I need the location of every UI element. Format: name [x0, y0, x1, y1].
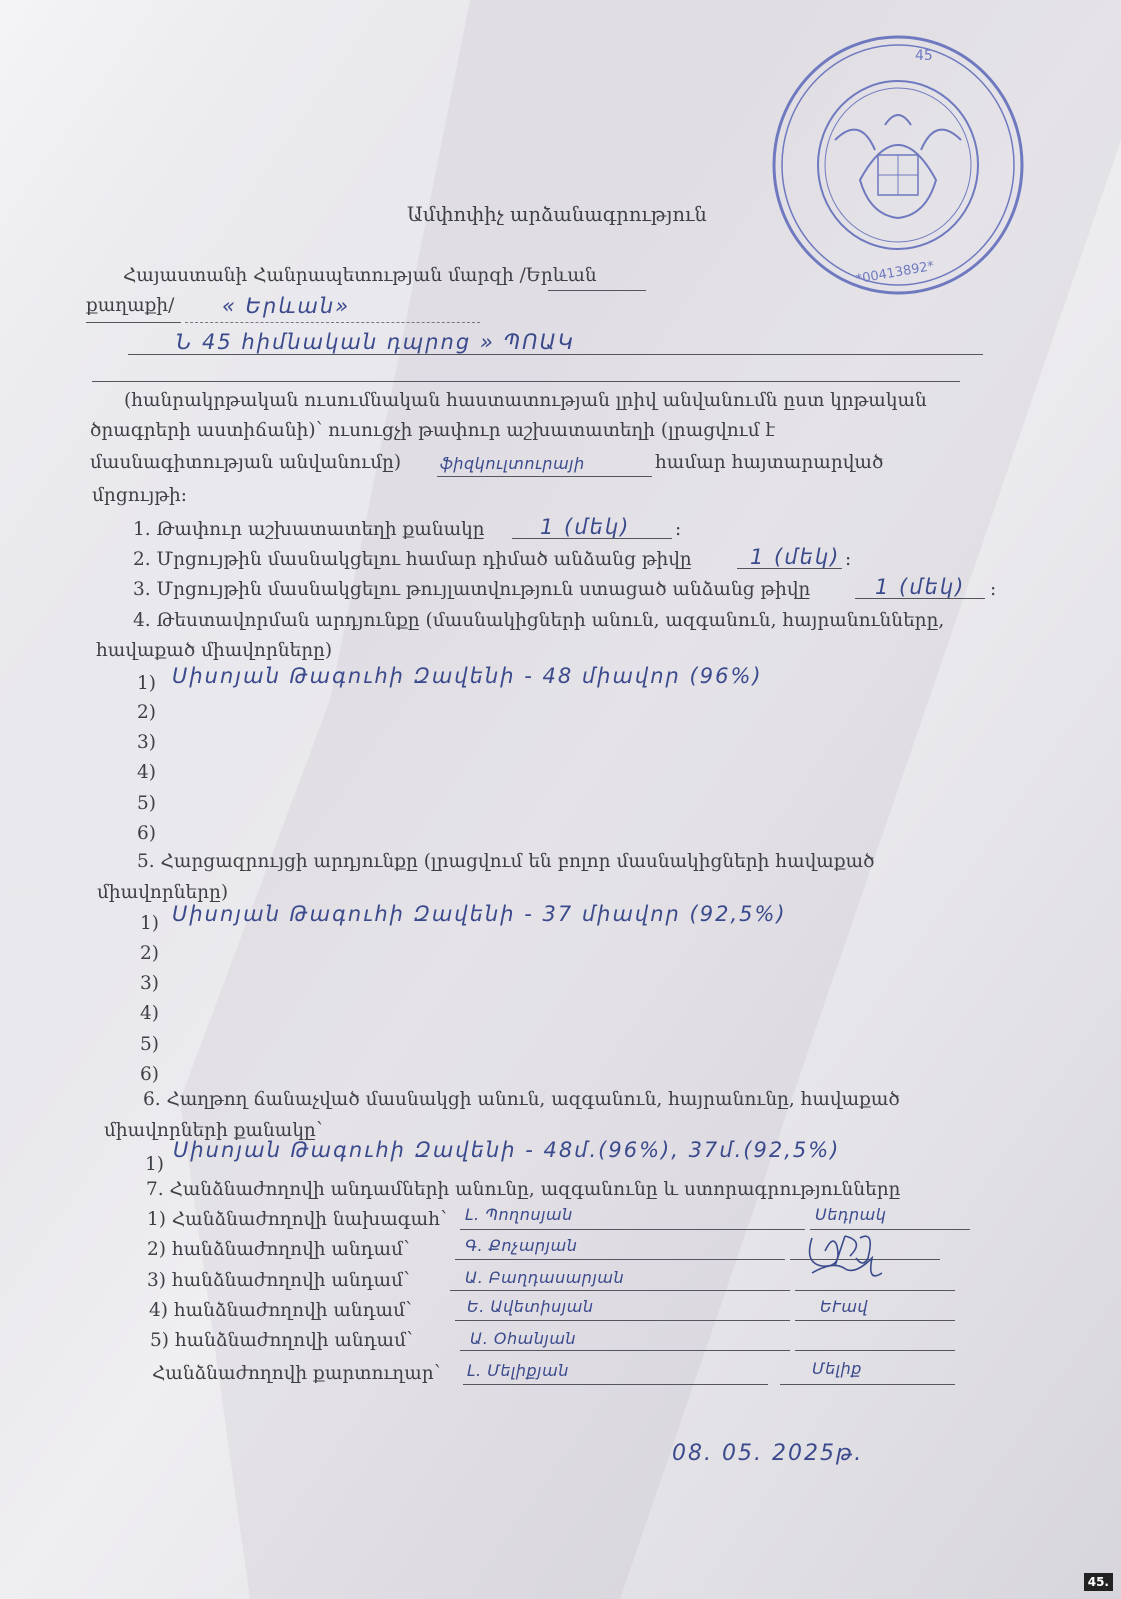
item2-label: 2. Մրցույթին մասնակցելու համար դիմած անձանց թիվը	[133, 549, 692, 570]
intro-line3: մասնագիտության անվանումը)	[90, 452, 402, 473]
item1-end: :	[675, 519, 682, 540]
header-region-line	[548, 290, 646, 291]
header-city-handwritten: « Երևան»	[222, 294, 351, 318]
intro-specialty-line	[437, 476, 652, 477]
committee-row5-sign-line	[795, 1350, 955, 1351]
item1-line	[512, 538, 672, 539]
item6-label1: 6. Հաղթող ճանաչված մասնակցի անուն, ազգանուն, հայրանունը, հավաքած	[143, 1089, 900, 1110]
committee-row1-signature: Սեդրակ	[815, 1205, 887, 1224]
item4-label2: հավաքած միավորները)	[96, 640, 333, 661]
committee-row1-name: Լ. Պողոսյան	[465, 1205, 573, 1224]
secretary-sign-line	[780, 1384, 955, 1385]
committee-row5-name-line	[460, 1350, 790, 1351]
item5-row2-num: 2)	[140, 943, 159, 964]
item6-label2: միավորների քանակը՝	[104, 1120, 323, 1141]
item2-value: 1 (մեկ)	[750, 545, 841, 569]
header-extra-line	[92, 381, 960, 382]
header-school-handwritten: Ն 45 հիմնական դպրոց » ՊՈԱԿ	[176, 330, 576, 354]
header-city-dashed	[185, 322, 480, 323]
committee-row5-name: Ա. Օհանյան	[470, 1329, 577, 1348]
committee-row3-label: 3) հանձնաժողովի անդամ՝	[147, 1270, 410, 1291]
item4-row1-value: Սիսոյան Թագուհի Զավենի - 48 միավոր (96%)	[172, 664, 763, 688]
intro-line3-after: համար հայտարարված	[655, 452, 884, 473]
signature-scribbles	[800, 1228, 930, 1298]
item1-value: 1 (մեկ)	[540, 515, 631, 539]
item4-row1-num: 1)	[137, 673, 156, 694]
item4-row5-num: 5)	[137, 793, 156, 814]
item2-line	[737, 568, 842, 569]
document-date: 08. 05. 2025թ.	[672, 1441, 864, 1466]
stamp-school-no: 45	[915, 48, 933, 64]
page-number-badge: 45.	[1084, 1573, 1113, 1591]
item3-label: 3. Մրցույթին մասնակցելու թույլատվություն ստացած անձանց թիվը	[133, 579, 811, 600]
committee-row2-label: 2) հանձնաժողովի անդամ՝	[147, 1239, 410, 1260]
item4-label1: 4. Թեստավորման արդյունքը (մասնակիցների անուն, ազգանուն, հայրանունները,	[133, 610, 945, 631]
committee-row1-name-line	[460, 1229, 805, 1230]
committee-row4-name-line	[455, 1320, 790, 1321]
committee-row1-label: 1) Հանձնաժողովի նախագահ՝	[147, 1209, 447, 1230]
header-city-line	[86, 322, 181, 323]
item4-row2-num: 2)	[137, 702, 156, 723]
committee-row3-name-line	[450, 1290, 790, 1291]
header-school-line	[128, 354, 983, 355]
item5-row3-num: 3)	[140, 973, 159, 994]
item5-row1-value: Սիսոյան Թագուհի Զավենի - 37 միավոր (92,5%)	[172, 902, 787, 926]
secretary-label: Հանձնաժողովի քարտուղար՝	[152, 1363, 441, 1384]
committee-row4-label: 4) հանձնաժողովի անդամ՝	[149, 1300, 412, 1321]
item3-value: 1 (մեկ)	[875, 575, 966, 599]
item5-row6-num: 6)	[140, 1064, 159, 1085]
item6-value: Սիսոյան Թագուհի Զավենի - 48մ.(96%), 37մ.(92,5%)	[173, 1138, 841, 1162]
item5-label2: միավորները)	[97, 882, 229, 903]
committee-row4-sign-line	[795, 1320, 955, 1321]
item5-row4-num: 4)	[140, 1003, 159, 1024]
item3-end: :	[990, 579, 997, 600]
item1-label: 1. Թափուր աշխատատեղի քանակը	[133, 519, 485, 540]
committee-row5-label: 5) հանձնաժողովի անդամ՝	[150, 1330, 413, 1351]
item3-line	[855, 598, 985, 599]
intro-specialty-handwritten: ֆիզկուլտուրայի	[440, 454, 585, 473]
item5-row1-num: 1)	[140, 913, 159, 934]
committee-row4-name: Ե. Ավետիսյան	[467, 1297, 594, 1316]
secretary-name: Լ. Մելիքյան	[467, 1361, 569, 1380]
intro-line2: ծրագրերի աստիճանի)՝ ուսուցչի թափուր աշխատատեղի (լրացվում է	[90, 420, 775, 441]
item5-label1: 5. Հարցազրույցի արդյունքը (լրացվում են բոլոր մասնակիցների հավաքած	[137, 851, 875, 872]
committee-row2-name: Գ. Քոչարյան	[465, 1236, 578, 1255]
intro-line1: (հանրակրթական ուսումնական հաստատության լրիվ անվանումն ըստ կրթական	[124, 390, 927, 411]
committee-row4-signature: ԵՒավ	[820, 1297, 869, 1316]
stamp-number: *00413892*	[854, 258, 936, 288]
item4-row6-num: 6)	[137, 823, 156, 844]
item5-row5-num: 5)	[140, 1034, 159, 1055]
header-city-label: քաղաքի/	[86, 295, 175, 316]
secretary-name-line	[463, 1384, 768, 1385]
intro-line4: մրցույթի:	[92, 485, 187, 506]
committee-row2-name-line	[455, 1259, 785, 1260]
official-stamp	[765, 30, 1030, 300]
item4-row4-num: 4)	[137, 762, 156, 783]
item4-row3-num: 3)	[137, 732, 156, 753]
item2-end: :	[845, 549, 852, 570]
secretary-signature: Մելիք	[812, 1359, 862, 1378]
header-line1: Հայաստանի Հանրապետության մարզի /Երևան	[123, 265, 597, 286]
document-title: Ամփոփիչ արձանագրություն	[407, 203, 707, 226]
committee-row3-name: Ա. Բաղդասարյան	[465, 1268, 625, 1287]
item7-label: 7. Հանձնաժողովի անդամների անունը, ազգանունը և ստորագրությունները	[146, 1179, 901, 1200]
item6-num: 1)	[145, 1154, 164, 1175]
